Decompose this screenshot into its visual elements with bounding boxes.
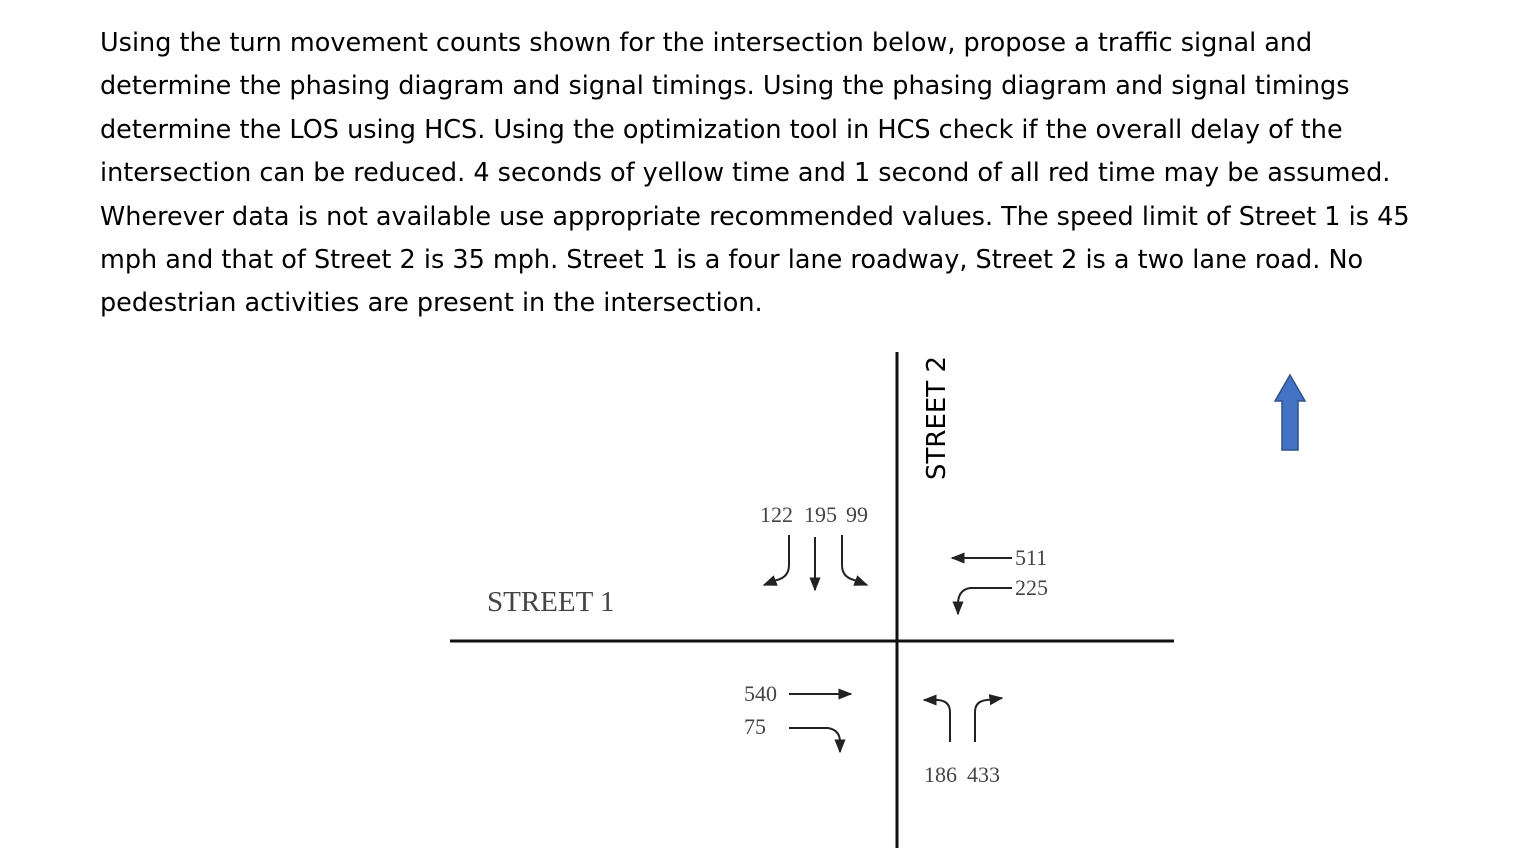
- nb-right-arrow-icon: [975, 698, 1002, 742]
- north-arrow-icon: [1275, 375, 1305, 450]
- problem-line: determine the LOS using HCS. Using the optimization tool in HCS check if the overall delay of the: [100, 114, 1343, 145]
- nb-right-volume: 433: [967, 762, 1000, 787]
- problem-line: Wherever data is not available use appropriate recommended values. The speed limit of Street 1 is 45: [100, 201, 1410, 232]
- eb-right-arrow-icon: [789, 728, 840, 752]
- wb-left-arrow-icon: [958, 588, 1012, 614]
- eb-right-volume: 75: [744, 714, 766, 739]
- wb-left-volume: 225: [1015, 575, 1048, 600]
- problem-line: pedestrian activities are present in the intersection.: [100, 288, 763, 319]
- problem-line: Using the turn movement counts shown for the intersection below, propose a traffic signal and: [100, 28, 1313, 58]
- problem-line: mph and that of Street 2 is 35 mph. Street 1 is a four lane roadway, Street 2 is a two lane road. No: [100, 245, 1364, 276]
- sb-right-volume: 122: [760, 502, 793, 527]
- eb-through-volume: 540: [744, 681, 777, 706]
- street1-label: STREET 1: [487, 586, 615, 618]
- sb-left-arrow-icon: [842, 535, 867, 585]
- nb-left-arrow-icon: [924, 700, 950, 742]
- street2-label: STREET 2: [922, 356, 952, 480]
- problem-line: determine the phasing diagram and signal timings. Using the phasing diagram and signal timings: [100, 71, 1350, 102]
- nb-left-volume: 186: [924, 762, 957, 787]
- wb-through-volume: 511: [1015, 545, 1048, 570]
- sb-right-arrow-icon: [764, 535, 789, 585]
- sb-left-volume: 99: [846, 502, 868, 527]
- problem-line: intersection can be reduced. 4 seconds of yellow time and 1 second of all red time may be assumed.: [100, 158, 1391, 189]
- sb-through-volume: 195: [804, 502, 837, 527]
